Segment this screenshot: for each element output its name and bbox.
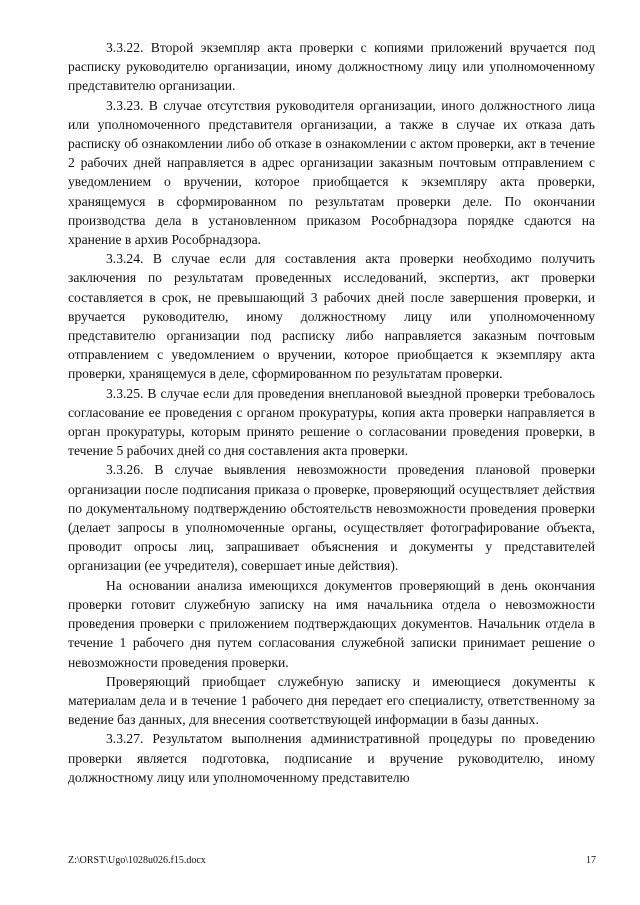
paragraph-3-3-27: 3.3.27. Результатом выполнения административной процедуры по проведению проверки является подготовка, подписание и вручение руководителю, иному должностному лицу или уполномоченному представителю: [68, 731, 595, 785]
paragraph-analysis: На основании анализа имеющихся документов проверяющий в день окончания проверки готовит служебную записку на имя начальника отдела о невозможности проведения проверки с приложением подтверждающих документов. Начальник отдела в течение 1 рабочего дня путем согласования служебной записки принимает решение о невозможности проведения проверки.: [68, 577, 595, 670]
footer-file-path: Z:\ORST\Ugo\1028u026.f15.docx: [68, 855, 206, 866]
paragraph-3-3-23: 3.3.23. В случае отсутствия руководителя организации, иного должностного лица или уполномоченного представителя организации, а также в случае их отказа дать расписку об ознакомлении либо об отказе в ознакомлении с актом проверки, акт в течение 2 рабочих дней направляется в адрес организации заказным почтовым отправлением с уведомлением о вручении, которое приобщается к экземпляру акта проверки, хранящемуся в сформированном по результатам проверки деле. По окончании производства дела в установленном приказом Рособрнадзора порядке сдаются на хранение в архив Рособрнадзора.: [68, 97, 595, 248]
paragraph-memo: Проверяющий приобщает служебную записку и имеющиеся документы к материалам дела и в течение 1 рабочего дня передает его специалисту, ответственному за ведение баз данных, для внесения соответствующей информации в базы данных.: [68, 673, 595, 728]
paragraph-3-3-22: 3.3.22. Второй экземпляр акта проверки с копиями приложений вручается под расписку руководителю организации, иному должностному лицу или уполномоченному представителю организации.: [68, 40, 595, 94]
body-text: [68, 38, 595, 787]
page-number: 17: [586, 855, 596, 866]
paragraph-3-3-25: 3.3.25. В случае если для проведения внеплановой выездной проверки требовалось согласование ее проведения с органом прокуратуры, копия акта проверки направляется в орган прокуратуры, которым принято решение о согласовании проведения проверки, в течение 5 рабочих дней со дня составления акта проверки.: [68, 385, 595, 459]
paragraph-3-3-24: 3.3.24. В случае если для составления акта проверки необходимо получить заключения по результатам проведенных исследований, экспертиз, акт проверки составляется в срок, не превышающий 3 рабочих дней после завершения проверки, и вручается руководителю, иному должностному лицу или уполномоченному представителю организации под расписку либо направляется заказным почтовым отправлением с уведомлением о вручении, которое приобщается к экземпляру акта проверки, хранящемуся в деле, сформированном по результатам проверки.: [68, 251, 595, 382]
paragraph-3-3-26: 3.3.26. В случае выявления невозможности проведения плановой проверки организации после подписания приказа о проверке, проверяющий осуществляет действия по документальному подтверждению обстоятельств невозможности проведения проверки (делает запросы в уполномоченные органы, осуществляет фотографирование объекта, проводит опросы лиц, запрашивает объяснения и документы у представителей организации (ее учредителя), совершает иные действия).: [68, 462, 595, 574]
